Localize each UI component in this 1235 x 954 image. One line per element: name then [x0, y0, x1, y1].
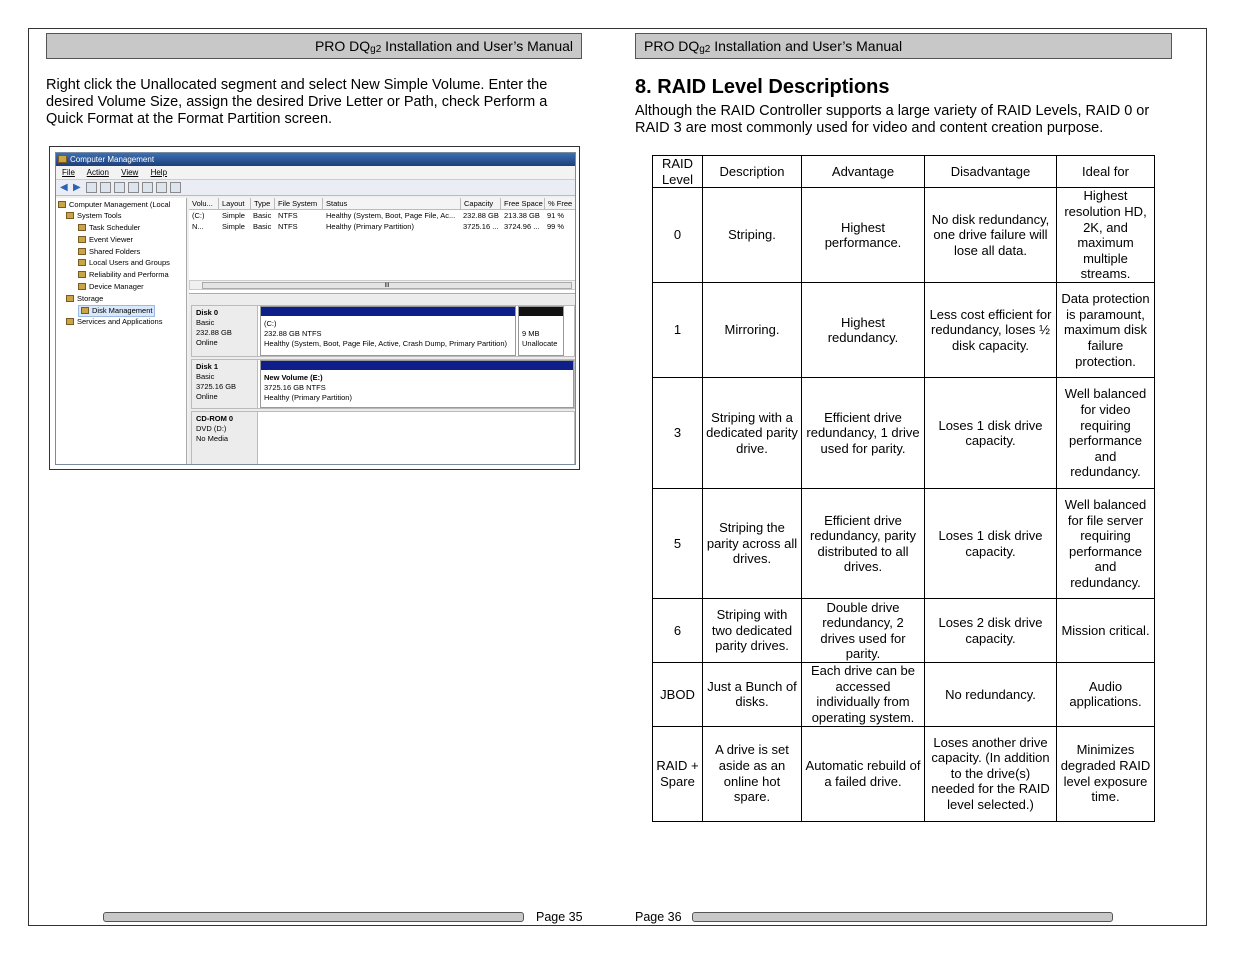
- table-row: [653, 663, 1155, 726]
- cell-raid-level: 3: [653, 378, 703, 489]
- cell-layout: Simple: [222, 211, 245, 220]
- tree-item-disk-management[interactable]: Disk Management: [78, 305, 155, 317]
- footer-bar-right: [692, 912, 1113, 922]
- unallocated-bar: [519, 307, 563, 316]
- back-icon[interactable]: ◀: [60, 182, 68, 193]
- computer-management-screenshot: [49, 146, 580, 470]
- check-icon[interactable]: [170, 182, 181, 193]
- performance-icon: [78, 271, 86, 278]
- column-type[interactable]: Type: [251, 198, 275, 210]
- cell-description: Striping the parity across all drives.: [703, 489, 802, 599]
- table-row: [653, 283, 1155, 378]
- cell-description: Striping with a dedicated parity drive.: [703, 378, 802, 489]
- cell-advantage: Each drive can be accessed individually from operating system.: [802, 663, 925, 726]
- cell-ideal-for: Data protection is paramount, maximum disk failure protection.: [1057, 283, 1155, 378]
- show-hide-tree-icon[interactable]: [100, 182, 111, 193]
- header-advantage: Advantage: [802, 156, 925, 188]
- cell-description: Just a Bunch of disks.: [703, 663, 802, 726]
- column-status[interactable]: Status: [323, 198, 461, 210]
- properties-icon[interactable]: [156, 182, 167, 193]
- disk-map: [189, 295, 576, 465]
- column-volume[interactable]: Volu...: [189, 198, 219, 210]
- table-row: [653, 489, 1155, 599]
- toolbar: [56, 180, 575, 196]
- cell-volume: (C:): [192, 211, 205, 220]
- column-free-space[interactable]: Free Space: [501, 198, 545, 210]
- tree-item-reliability[interactable]: Reliability and Performa: [78, 270, 169, 280]
- services-icon: [66, 318, 74, 325]
- cell-capacity: 232.88 GB: [463, 211, 499, 220]
- cell-advantage: Automatic rebuild of a failed drive.: [802, 726, 925, 821]
- tree-item-services[interactable]: Services and Applications: [66, 317, 162, 327]
- tree-item-task-scheduler[interactable]: Task Scheduler: [78, 223, 140, 233]
- cell-raid-level: RAID + Spare: [653, 726, 703, 821]
- cell-free: 3724.96 ...: [504, 222, 540, 231]
- cell-description: Striping.: [703, 188, 802, 283]
- header-left: PRO $DQ_{g2}$ Installation and User’s Manual: [46, 33, 582, 59]
- cell-ideal-for: Well balanced for video requiring performance and redundancy.: [1057, 378, 1155, 489]
- column-layout[interactable]: Layout: [219, 198, 251, 210]
- table-row: [653, 599, 1155, 663]
- partition-c[interactable]: (C:) 232.88 GB NTFS Healthy (System, Boot, Page File, Active, Crash Dump, Primary Partition): [260, 306, 516, 356]
- cell-fs: NTFS: [278, 211, 298, 220]
- menu-help[interactable]: Help: [150, 168, 168, 177]
- cell-ideal-for: Highest resolution HD, 2K, and maximum multiple streams.: [1057, 188, 1155, 283]
- header-right: PRO $DQ_{g2}$ Installation and User’s Manual: [635, 33, 1172, 59]
- header-ideal-for: Ideal for: [1057, 156, 1155, 188]
- cell-advantage: Efficient drive redundancy, 1 drive used for parity.: [802, 378, 925, 489]
- tree-item-computer-management[interactable]: Computer Management (Local: [58, 200, 170, 210]
- menu-action[interactable]: Action: [86, 168, 109, 177]
- tree-item-system-tools[interactable]: System Tools: [66, 211, 121, 221]
- clock-icon: [78, 224, 86, 231]
- cell-raid-level: JBOD: [653, 663, 703, 726]
- computer-icon: [58, 201, 66, 208]
- disk-1[interactable]: [191, 359, 575, 409]
- menu-bar: [56, 166, 575, 180]
- column-file-system[interactable]: File System: [275, 198, 323, 210]
- cell-disadvantage: Loses another drive capacity. (In addition to the drive(s) needed for the RAID level selected.): [925, 726, 1057, 821]
- tools-icon: [66, 212, 74, 219]
- console-icon[interactable]: [128, 182, 139, 193]
- cell-ideal-for: Mission critical.: [1057, 599, 1155, 663]
- cell-raid-level: 0: [653, 188, 703, 283]
- cell-ideal-for: Audio applications.: [1057, 663, 1155, 726]
- table-row: [653, 378, 1155, 489]
- header-disadvantage: Disadvantage: [925, 156, 1057, 188]
- menu-view[interactable]: View: [121, 168, 139, 177]
- section-title: 8. RAID Level Descriptions: [635, 76, 890, 98]
- raid-level-table: [652, 155, 1155, 822]
- column-percent-free[interactable]: % Free: [545, 198, 576, 210]
- tree-item-local-users[interactable]: Local Users and Groups: [78, 258, 170, 268]
- cell-disadvantage: Loses 1 disk drive capacity.: [925, 489, 1057, 599]
- cell-disadvantage: Less cost efficient for redundancy, loses ½ disk capacity.: [925, 283, 1057, 378]
- cell-description: Mirroring.: [703, 283, 802, 378]
- cell-disadvantage: Loses 2 disk drive capacity.: [925, 599, 1057, 663]
- forward-icon[interactable]: ▶: [73, 182, 81, 193]
- cd-rom-0[interactable]: [191, 411, 575, 465]
- header-description: Description: [703, 156, 802, 188]
- cell-status: Healthy (Primary Partition): [326, 222, 414, 231]
- page-number-left: Page 35: [536, 910, 583, 924]
- column-capacity[interactable]: Capacity: [461, 198, 501, 210]
- table-row: [653, 188, 1155, 283]
- left-paragraph: Right click the Unallocated segment and select New Simple Volume. Enter the desired Volume Size, assign the desired Drive Letter or Path, check Perform a Quick Format at the Format Partition screen.: [46, 77, 548, 127]
- cell-raid-level: 5: [653, 489, 703, 599]
- cell-free: 213.38 GB: [504, 211, 540, 220]
- device-manager-icon: [78, 283, 86, 290]
- cell-advantage: Double drive redundancy, 2 drives used for parity.: [802, 599, 925, 663]
- footer-bar-left: [103, 912, 524, 922]
- tree-item-device-manager[interactable]: Device Manager: [78, 282, 144, 292]
- cell-advantage: Efficient drive redundancy, parity distributed to all drives.: [802, 489, 925, 599]
- partition-bar: [261, 361, 573, 370]
- window-title-bar: [56, 153, 575, 166]
- tree-item-storage[interactable]: Storage: [66, 294, 103, 304]
- cell-description: A drive is set aside as an online hot spare.: [703, 726, 802, 821]
- menu-file[interactable]: File: [62, 168, 75, 177]
- cell-description: Striping with two dedicated parity drives.: [703, 599, 802, 663]
- cell-fs: NTFS: [278, 222, 298, 231]
- disk-0-label: Disk 0 Basic 232.88 GB Online: [192, 306, 258, 356]
- cell-ideal-for: Minimizes degraded RAID level exposure time.: [1057, 726, 1155, 821]
- volume-list: [189, 198, 576, 294]
- partition-bar: [261, 307, 515, 316]
- horizontal-scrollbar[interactable]: [189, 280, 576, 290]
- cell-pct: 99 %: [547, 222, 565, 231]
- cell-pct: 91 %: [547, 211, 565, 220]
- event-viewer-icon: [78, 236, 86, 243]
- navigation-tree: [56, 198, 187, 465]
- cell-ideal-for: Well balanced for file server requiring performance and redundancy.: [1057, 489, 1155, 599]
- partition-e[interactable]: New Volume (E:) 3725.16 GB NTFS Healthy (Primary Partition): [260, 360, 574, 408]
- storage-icon: [66, 295, 74, 302]
- window: [55, 152, 576, 465]
- page-number-right: Page 36: [635, 910, 682, 924]
- cell-status: Healthy (System, Boot, Page File, Ac...: [326, 211, 456, 220]
- unallocated-segment[interactable]: 9 MB Unallocate: [518, 306, 564, 356]
- help-icon[interactable]: [114, 182, 125, 193]
- cell-disadvantage: No disk redundancy, one drive failure will lose all data.: [925, 188, 1057, 283]
- table-row: [653, 726, 1155, 821]
- window-title: Computer Management: [70, 155, 155, 164]
- folder-icon: [78, 248, 86, 255]
- scrollbar-thumb[interactable]: III: [202, 282, 572, 289]
- app-icon: [58, 155, 67, 163]
- cd-rom-label: CD-ROM 0 DVD (D:) No Media: [192, 412, 258, 464]
- cell-disadvantage: No redundancy.: [925, 663, 1057, 726]
- right-paragraph: Although the RAID Controller supports a large variety of RAID Levels, RAID 0 or RAID 3 are most commonly used for video and content creation purpose.: [635, 103, 1150, 136]
- tree-item-event-viewer[interactable]: Event Viewer: [78, 235, 133, 245]
- cell-layout: Simple: [222, 222, 245, 231]
- cell-capacity: 3725.16 ...: [463, 222, 499, 231]
- export-icon[interactable]: [142, 182, 153, 193]
- disk-1-label: Disk 1 Basic 3725.16 GB Online: [192, 360, 258, 408]
- cell-type: Basic: [253, 222, 272, 231]
- cell-advantage: Highest redundancy.: [802, 283, 925, 378]
- tree-item-shared-folders[interactable]: Shared Folders: [78, 247, 140, 257]
- disk-icon: [81, 307, 89, 314]
- users-icon: [78, 259, 86, 266]
- cell-type: Basic: [253, 211, 272, 220]
- cell-disadvantage: Loses 1 disk drive capacity.: [925, 378, 1057, 489]
- disk-0[interactable]: [191, 305, 575, 357]
- table-header-row: [653, 156, 1155, 188]
- cell-raid-level: 6: [653, 599, 703, 663]
- cell-volume: N...: [192, 222, 204, 231]
- cell-raid-level: 1: [653, 283, 703, 378]
- header-raid-level: RAID Level: [653, 156, 703, 188]
- up-folder-icon[interactable]: [86, 182, 97, 193]
- cell-advantage: Highest performance.: [802, 188, 925, 283]
